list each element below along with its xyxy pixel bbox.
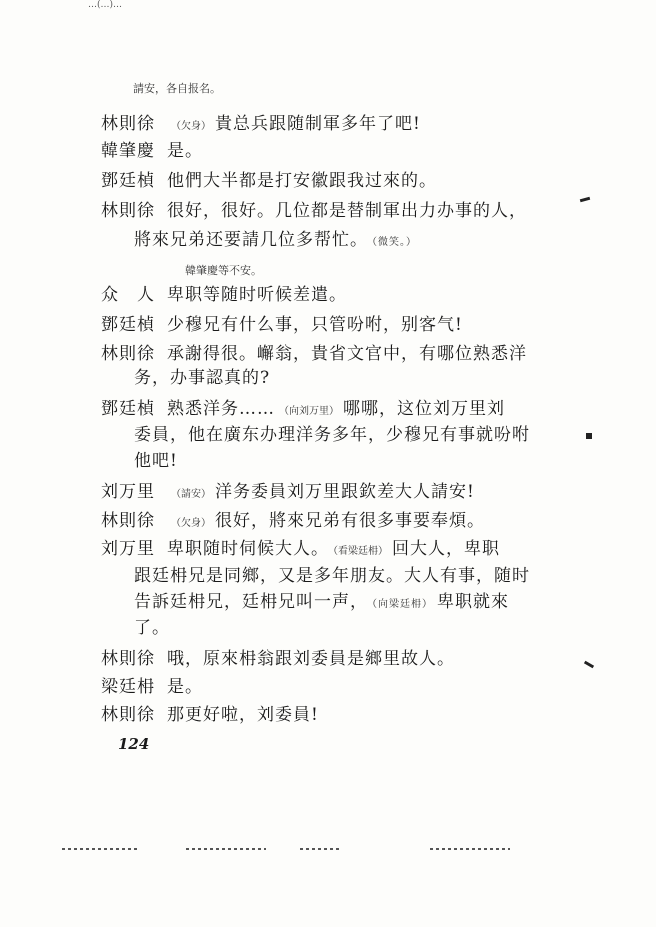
speech: 少穆兄有什么事，只管吩咐，别客气! (167, 315, 463, 335)
speech: 貴总兵跟随制軍多年了吧! (215, 114, 421, 134)
dialogue-line (101, 314, 616, 336)
speech: 是。 (167, 677, 203, 697)
dialogue-line (101, 481, 616, 506)
dialogue-line (101, 200, 616, 222)
dialogue-line (101, 140, 616, 162)
dialogue-line (101, 648, 616, 670)
top-fragment: …(…)… (88, 0, 123, 10)
speaker: 林則徐 (101, 649, 155, 669)
speaker: 林則徐 (101, 705, 155, 725)
scan-edge (186, 848, 266, 850)
stage-note: （請安） (171, 489, 211, 500)
speech: 卑职随时伺候大人。 (167, 539, 329, 559)
speaker: 鄧廷楨 (101, 171, 155, 191)
speech: 他們大半都是打安徽跟我过來的。 (167, 171, 437, 191)
scan-edge (62, 848, 140, 850)
speech: 很好，很好。几位都是替制軍出力办事的人， (167, 201, 527, 221)
continuation-line: 他吧! (134, 451, 178, 471)
speech: 卑职等随时听候差遣。 (167, 285, 347, 305)
continuation-line: 务，办事認真的? (134, 368, 271, 388)
stage-direction: 韓肇慶等不安。 (185, 264, 262, 277)
stage-note: （向梁廷枏） (372, 599, 433, 610)
dialogue-line (101, 113, 616, 138)
dialogue-line (101, 398, 616, 423)
speaker: 韓肇慶 (101, 141, 155, 161)
speech: 那更好啦，刘委員! (167, 705, 319, 725)
speaker: 林則徐 (101, 344, 155, 364)
speech: 回大人，卑职 (392, 539, 500, 559)
continuation-line (134, 229, 616, 254)
scan-edge (300, 848, 340, 850)
speaker: 林則徐 (101, 201, 155, 221)
speech: 承謝得很。嶰翁，貴省文官中，有哪位熟悉洋 (167, 344, 527, 364)
speaker: 鄧廷楨 (101, 399, 155, 419)
stage-note: （欠身） (171, 518, 211, 529)
scan-edge (430, 848, 510, 850)
speech: 哦，原來枏翁跟刘委員是鄉里故人。 (167, 649, 455, 669)
continuation-line: 了。 (134, 618, 170, 638)
stage-note: （欠身） (171, 121, 211, 132)
continuation-line: 委員，他在廣东办理洋务多年，少穆兄有事就吩咐 (134, 425, 530, 445)
stage-direction: 請安，各自报名。 (133, 82, 221, 95)
speaker: 梁廷枏 (101, 677, 155, 697)
dialogue-line (101, 538, 616, 563)
dialogue-line (101, 510, 616, 535)
stage-note: （看梁廷枏） (333, 546, 388, 557)
speaker: 林則徐 (101, 114, 155, 134)
speech: 很好，將來兄弟有很多事要奉煩。 (215, 511, 485, 531)
stage-note: （微笑。） (372, 237, 417, 248)
speaker: 鄧廷楨 (101, 315, 155, 335)
page-number: 124 (118, 735, 150, 753)
speech: 洋务委員刘万里跟欽差大人請安! (215, 482, 475, 502)
continuation-line: 跟廷枏兄是同鄉，又是多年朋友。大人有事，随时 (134, 566, 530, 586)
scan-mark (586, 433, 592, 439)
speech: 卑职就來 (437, 592, 509, 612)
speech: 將來兄弟还要請几位多帮忙。 (134, 230, 368, 250)
continuation-line (134, 591, 616, 616)
speaker: 林則徐 (101, 511, 155, 531)
stage-note: （向刘万里） (279, 406, 339, 417)
speech: 熟悉洋务…… (167, 399, 275, 419)
dialogue-line (101, 284, 616, 306)
speech: 告訴廷枏兄，廷枏兄叫一声， (134, 592, 368, 612)
speaker: 众 人 (101, 285, 155, 305)
dialogue-line (101, 343, 616, 365)
speech: 哪哪，这位刘万里刘 (343, 399, 505, 419)
dialogue-line (101, 170, 616, 192)
dialogue-line (101, 704, 616, 726)
dialogue-line (101, 676, 616, 698)
speech: 是。 (167, 141, 203, 161)
speaker: 刘万里 (101, 539, 155, 559)
speaker: 刘万里 (101, 482, 155, 502)
